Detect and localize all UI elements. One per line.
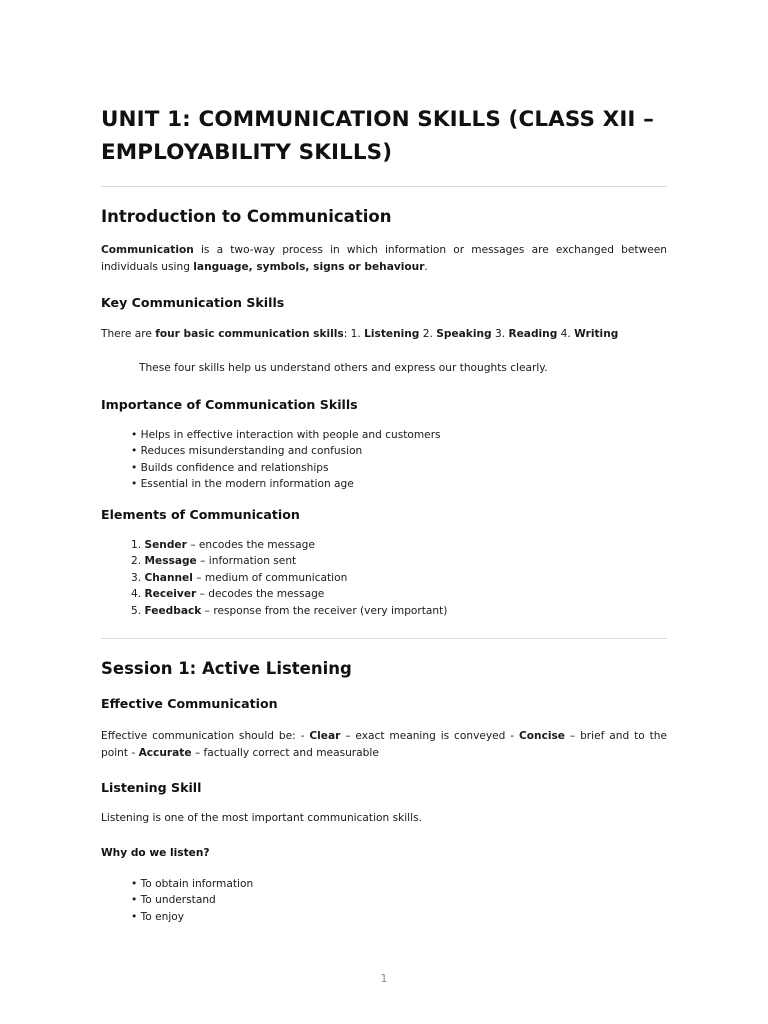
key-skills-paragraph: There are four basic communication skills: 1. Listening 2. Speaking 3. Reading 4. Writing	[101, 328, 619, 340]
list-item: 5. Feedback – response from the receiver (very important)	[131, 604, 448, 617]
subheading-effective-communication: Effective Communication	[101, 696, 278, 711]
list-item: • To enjoy	[131, 910, 185, 923]
subheading-importance: Importance of Communication Skills	[101, 397, 358, 412]
section-heading-introduction: Introduction to Communication	[101, 207, 392, 226]
divider	[101, 186, 667, 187]
list-item: • Helps in effective interaction with people and customers	[131, 429, 441, 441]
list-item: 1. Sender – encodes the message	[131, 539, 315, 551]
list-item: • Essential in the modern information age	[131, 478, 354, 491]
effective-communication-paragraph: Effective communication should be: - Clear – exact meaning is conveyed - Concise – brief and to the point - Accurate – factually correct and measurable	[101, 730, 667, 759]
list-item: • Reduces misunderstanding and confusion	[131, 445, 363, 458]
subheading-elements: Elements of Communication	[101, 507, 300, 522]
page-number: 1	[380, 973, 388, 985]
elements-list	[101, 537, 447, 619]
subheading-why-listen: Why do we listen?	[101, 847, 210, 859]
list-item: 2. Message – information sent	[131, 555, 297, 568]
list-item: • Builds confidence and relationships	[131, 461, 329, 474]
list-item: 3. Channel – medium of communication	[131, 571, 348, 584]
divider	[101, 638, 667, 639]
key-skills-blockquote: These four skills help us understand others and express our thoughts clearly.	[139, 362, 548, 374]
bold-term: language, symbols, signs or behaviour	[193, 261, 425, 273]
importance-list	[101, 427, 441, 493]
list-item: • To understand	[131, 894, 216, 907]
intro-paragraph: Communication is a two-way process in which information or messages are exchanged between individuals using language, symbols, signs or behaviour.	[101, 244, 667, 273]
list-item: • To obtain information	[131, 878, 254, 890]
subheading-listening-skill: Listening Skill	[101, 780, 202, 795]
listening-paragraph: Listening is one of the most important communication skills.	[101, 812, 422, 824]
document-title: UNIT 1: COMMUNICATION SKILLS (CLASS XII – EMPLOYABILITY SKILLS)	[101, 107, 654, 165]
section-heading-session-1: Session 1: Active Listening	[101, 659, 352, 678]
subheading-key-skills: Key Communication Skills	[101, 295, 285, 310]
why-listen-list	[101, 876, 253, 925]
list-item: 4. Receiver – decodes the message	[131, 588, 325, 601]
bold-term: Communication	[101, 244, 194, 256]
